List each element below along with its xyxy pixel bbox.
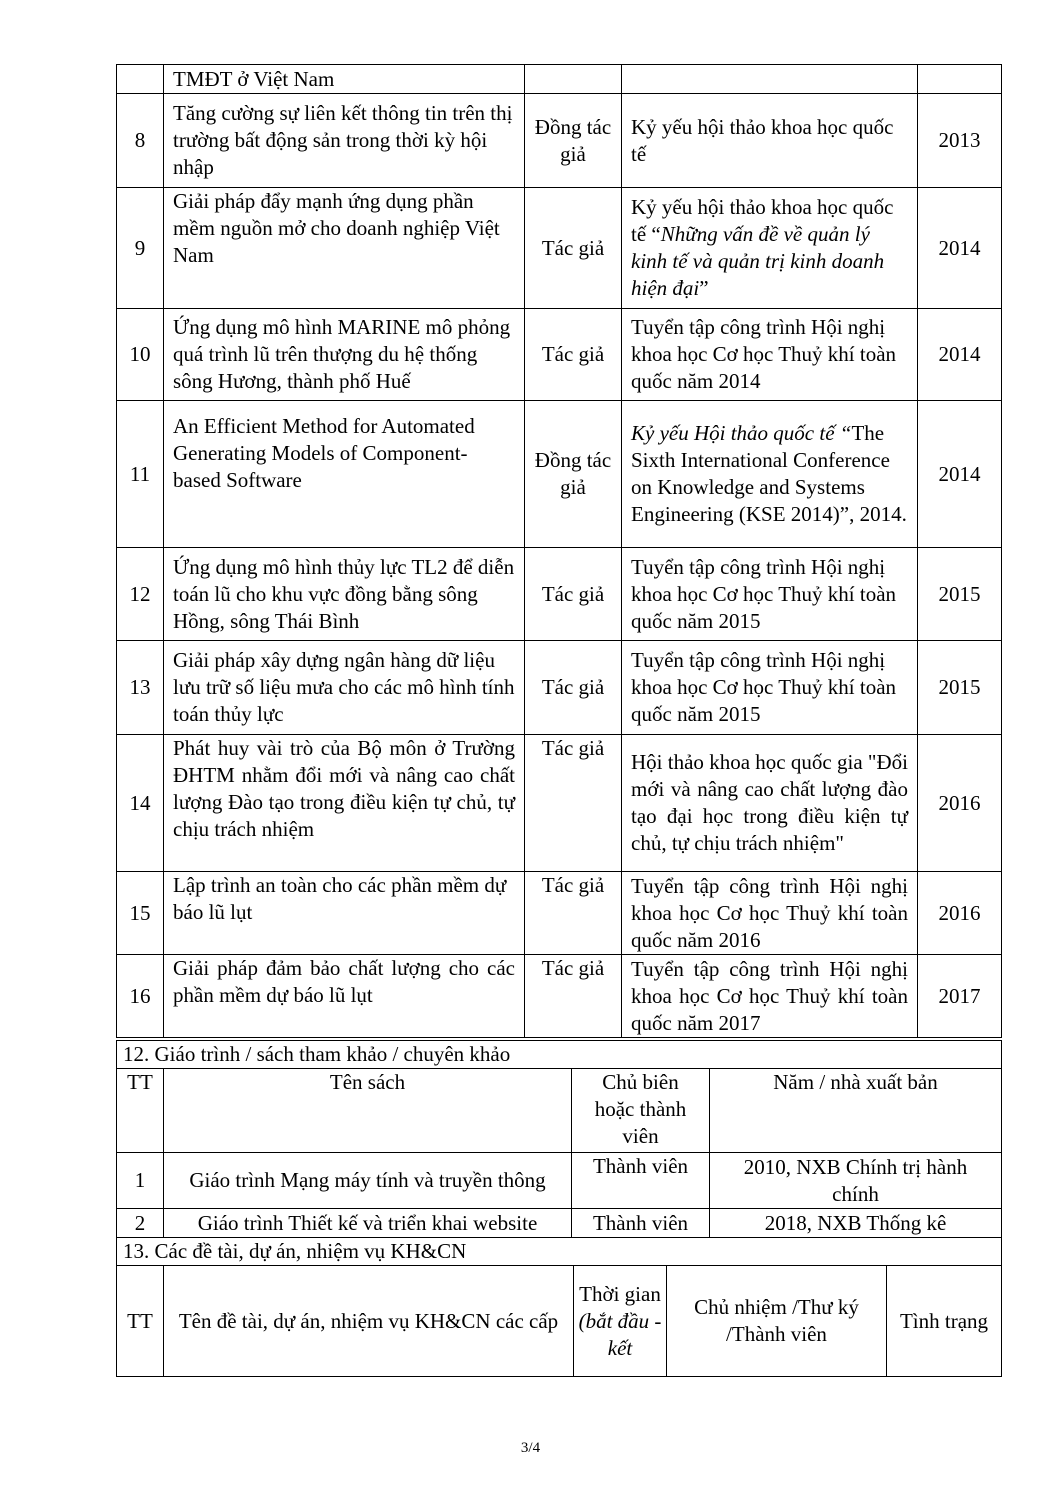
pub-title: Giải pháp đẩy mạnh ứng dụng phần mềm nguồn mở cho doanh nghiệp Việt Nam [164, 188, 525, 309]
pub-role: Tác giả [525, 188, 622, 309]
table-row [117, 1266, 1002, 1377]
table-row [117, 735, 1002, 872]
table-row [117, 401, 1002, 548]
pub-title: Giải pháp đảm bảo chất lượng cho các phần mềm dự báo lũ lụt [164, 955, 525, 1038]
pub-no: 12 [117, 548, 164, 641]
pub-title: Phát huy vài trò của Bộ môn ở Trường ĐHTM nhằm đổi mới và nâng cao chất lượng Đào tạo trong điều kiện tự chủ, tự chịu trách nhiệm [164, 735, 525, 872]
pub-year [918, 65, 1002, 94]
pub-year: 2014 [918, 401, 1002, 548]
table-row [117, 1069, 1002, 1153]
pub-venue: Tuyển tập công trình Hội nghị khoa học Cơ học Thuỷ khí toàn quốc năm 2015 [622, 641, 918, 735]
pub-venue-end: ” [699, 276, 709, 300]
table-row [117, 1041, 1002, 1069]
pub-venue [622, 188, 918, 309]
pub-year: 2016 [918, 735, 1002, 872]
pub-title: Lập trình an toàn cho các phần mềm dự báo lũ lụt [164, 872, 525, 955]
header-project-role: Chủ nhiệm /Thư ký /Thành viên [667, 1266, 887, 1377]
table-row [117, 1153, 1002, 1209]
header-year-publisher: Năm / nhà xuất bản [710, 1069, 1002, 1153]
pub-venue: Hội thảo khoa học quốc gia "Đổi mới và nâng cao chất lượng đào tạo đại học trong điều kiện tự chủ, tự chịu trách nhiệm" [622, 735, 918, 872]
pub-year: 2017 [918, 955, 1002, 1038]
header-time [574, 1266, 667, 1377]
header-tt: TT [117, 1069, 164, 1153]
book-role: Thành viên [572, 1153, 710, 1209]
section-title-projects: 13. Các đề tài, dự án, nhiệm vụ KH&CN [117, 1238, 1002, 1266]
pub-year: 2014 [918, 309, 1002, 401]
book-no: 1 [117, 1153, 164, 1209]
pub-year: 2014 [918, 188, 1002, 309]
table-row [117, 1238, 1002, 1266]
pub-venue-italic: Kỷ yếu Hội thảo quốc tế “ [631, 421, 852, 445]
pub-venue: Tuyển tập công trình Hội nghị khoa học Cơ học Thuỷ khí toàn quốc năm 2016 [622, 872, 918, 955]
header-status: Tình trạng [887, 1266, 1002, 1377]
pub-role: Tác giả [525, 872, 622, 955]
pub-no: 8 [117, 94, 164, 188]
pub-no: 13 [117, 641, 164, 735]
pub-title: Tăng cường sự liên kết thông tin trên thị trường bất động sản trong thời kỳ hội nhập [164, 94, 525, 188]
pub-no: 14 [117, 735, 164, 872]
pub-title: Giải pháp xây dựng ngân hàng dữ liệu lưu trữ số liệu mưa cho các mô hình tính toán thủy lực [164, 641, 525, 735]
pub-no: 9 [117, 188, 164, 309]
book-year-publisher: 2018, NXB Thống kê [710, 1209, 1002, 1238]
pub-title: An Efficient Method for Automated Generating Models of Component-based Software [164, 401, 525, 548]
pub-title: Ứng dụng mô hình MARINE mô phỏng quá trình lũ trên thượng du hệ thống sông Hương, thành phố Huế [164, 309, 525, 401]
table-row [117, 955, 1002, 1038]
pub-title: Ứng dụng mô hình thủy lực TL2 để diễn toán lũ cho khu vực đồng bằng sông Hồng, sông Thái Bình [164, 548, 525, 641]
pub-role: Tác giả [525, 548, 622, 641]
pub-year: 2016 [918, 872, 1002, 955]
book-name: Giáo trình Thiết kế và triển khai website [164, 1209, 572, 1238]
pub-no: 10 [117, 309, 164, 401]
pub-venue-text: Kỷ yếu hội thảo khoa học quốc tế “ [631, 195, 894, 246]
pub-role [525, 65, 622, 94]
book-year-publisher: 2010, NXB Chính trị hành chính [710, 1153, 1002, 1209]
table-row [117, 65, 1002, 94]
pub-venue-italic: Những vấn đề về quản lý kinh tế và quản trị kinh doanh hiện đại [631, 222, 885, 300]
header-project-name: Tên đề tài, dự án, nhiệm vụ KH&CN các cấp [164, 1266, 574, 1377]
pub-role: Đồng tác giả [525, 401, 622, 548]
pub-venue: Tuyển tập công trình Hội nghị khoa học Cơ học Thuỷ khí toàn quốc năm 2015 [622, 548, 918, 641]
pub-venue [622, 401, 918, 548]
header-book-name: Tên sách [164, 1069, 572, 1153]
pub-role: Tác giả [525, 955, 622, 1038]
book-name: Giáo trình Mạng máy tính và truyền thông [164, 1153, 572, 1209]
pub-role: Tác giả [525, 641, 622, 735]
pub-no: 15 [117, 872, 164, 955]
header-time-italic: (bắt đầu - kết [578, 1308, 662, 1360]
book-role: Thành viên [572, 1209, 710, 1238]
table-row [117, 94, 1002, 188]
header-tt: TT [117, 1266, 164, 1377]
table-row [117, 1209, 1002, 1238]
header-time-label: Thời gian [579, 1281, 661, 1306]
pub-year: 2015 [918, 641, 1002, 735]
pub-no: 16 [117, 955, 164, 1038]
pub-venue-end: The Sixth International Conference on Knowledge and Systems Engineering (KSE 2014)”, 2014. [631, 421, 907, 526]
pub-title: TMĐT ở Việt Nam [164, 65, 525, 94]
pub-year: 2013 [918, 94, 1002, 188]
pub-venue [622, 65, 918, 94]
table-row [117, 872, 1002, 955]
books-table [116, 1040, 1002, 1238]
projects-table [116, 1237, 1002, 1377]
pub-role: Tác giả [525, 735, 622, 872]
pub-no: 11 [117, 401, 164, 548]
page-number: 3/4 [520, 1440, 541, 1456]
pub-role: Tác giả [525, 309, 622, 401]
table-row [117, 641, 1002, 735]
pub-venue: Kỷ yếu hội thảo khoa học quốc tế [622, 94, 918, 188]
pub-year: 2015 [918, 548, 1002, 641]
pub-venue: Tuyển tập công trình Hội nghị khoa học Cơ học Thuỷ khí toàn quốc năm 2014 [622, 309, 918, 401]
book-no: 2 [117, 1209, 164, 1238]
table-row [117, 309, 1002, 401]
section-title-books: 12. Giáo trình / sách tham khảo / chuyên khảo [117, 1041, 1002, 1069]
pub-venue: Tuyển tập công trình Hội nghị khoa học Cơ học Thuỷ khí toàn quốc năm 2017 [622, 955, 918, 1038]
pub-role: Đồng tác giả [525, 94, 622, 188]
publications-table [116, 64, 1002, 1038]
table-row [117, 188, 1002, 309]
pub-no [117, 65, 164, 94]
header-book-role: Chủ biên hoặc thành viên [572, 1069, 710, 1153]
table-row [117, 548, 1002, 641]
